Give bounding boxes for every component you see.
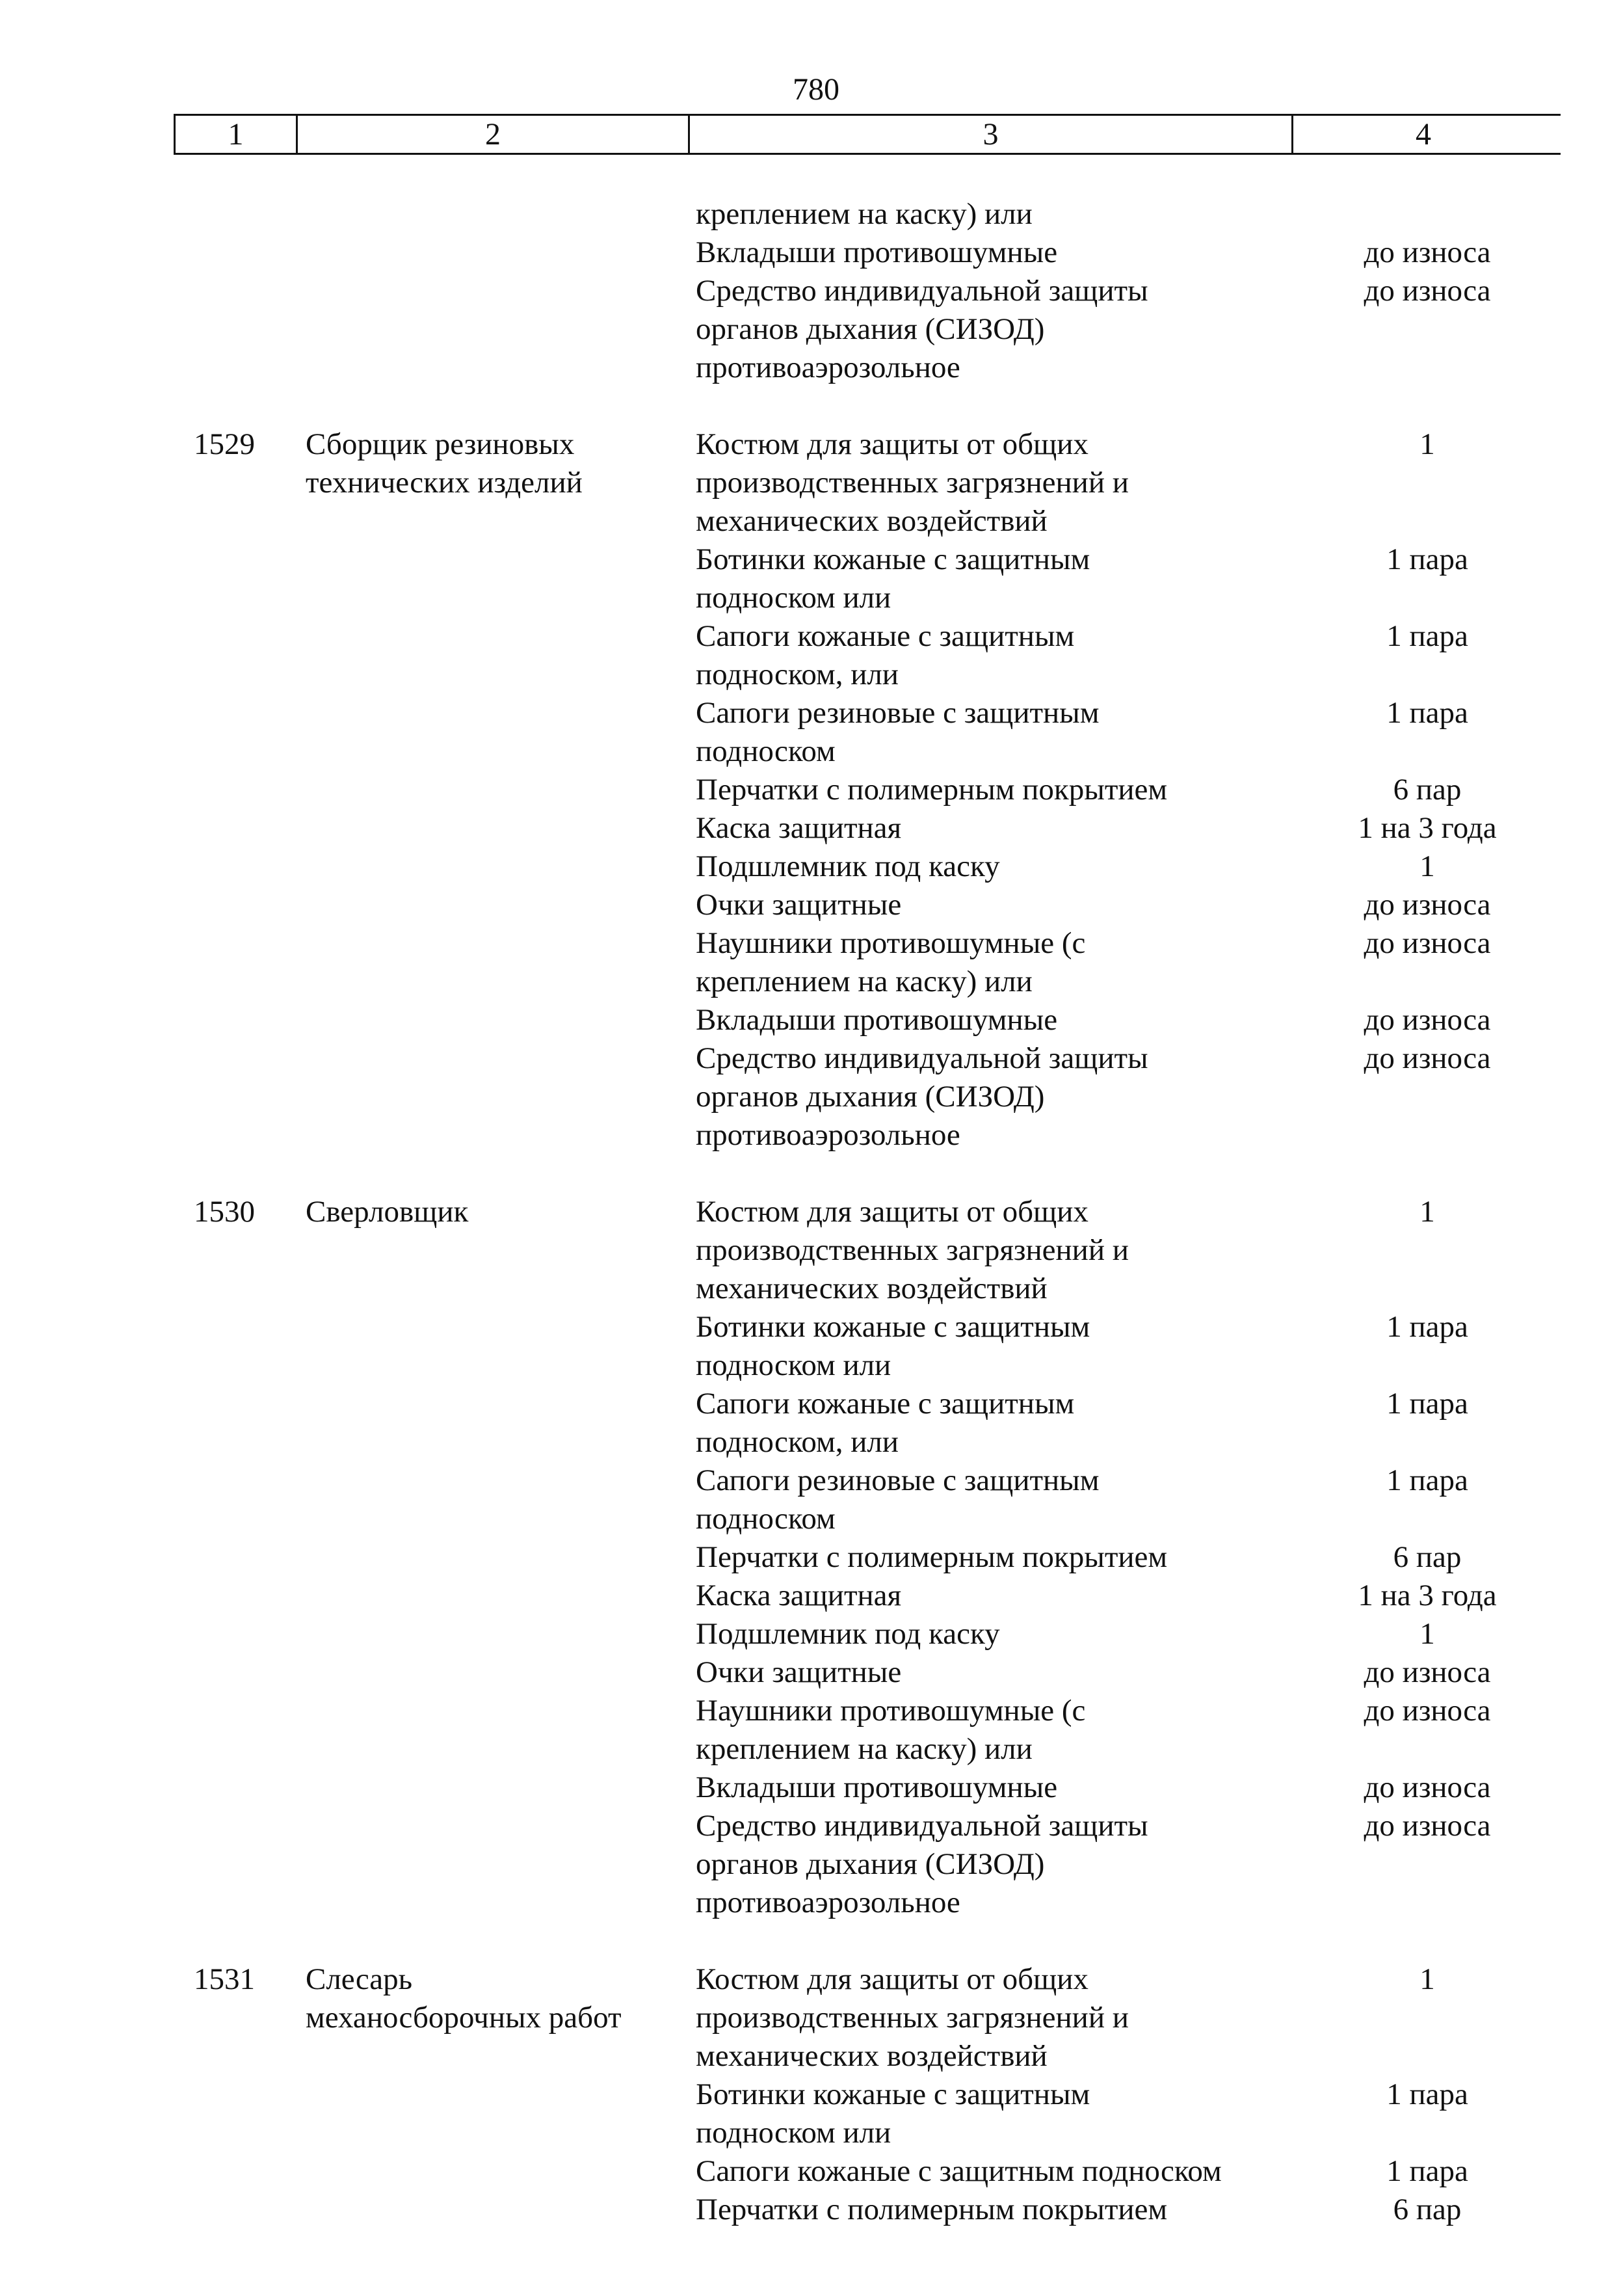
item-name: Костюм для защиты от общих производственных загрязнений и механических воздействий: [696, 1962, 1129, 2073]
item-quantity: до износа: [1364, 1770, 1491, 1804]
item-quantity: 1 пара: [1386, 2154, 1468, 2188]
page-number: 780: [793, 72, 839, 107]
item-quantity: до износа: [1364, 1003, 1491, 1037]
item-quantity: 1 пара: [1386, 1463, 1468, 1497]
profession-name: Сборщик резиновых технических изделий: [306, 427, 583, 500]
profession-name: Сверловщик: [306, 1195, 469, 1229]
item-quantity: до износа: [1364, 1694, 1491, 1728]
item-quantity: 1 на 3 года: [1358, 1579, 1497, 1612]
item-name: Сапоги резиновые с защитным подноском: [696, 696, 1100, 768]
item-name: Каска защитная: [696, 1579, 902, 1612]
item-name: Ботинки кожаные с защитным подноском или: [696, 2077, 1090, 2150]
item-quantity: 1 пара: [1386, 619, 1468, 653]
item-quantity: 1 пара: [1386, 1310, 1468, 1344]
header-col-4: 4: [1416, 117, 1431, 152]
item-quantity: до износа: [1364, 1655, 1491, 1689]
item-name: Каска защитная: [696, 811, 902, 845]
item-quantity: до износа: [1364, 235, 1491, 269]
item-name: Подшлемник под каску: [696, 1617, 1000, 1651]
item-quantity: 1 на 3 года: [1358, 811, 1497, 845]
table-header: [176, 114, 1561, 155]
item-name: Перчатки с полимерным покрытием: [696, 773, 1168, 807]
item-name: Перчатки с полимерным покрытием: [696, 1540, 1168, 1574]
item-name: Наушники противошумные (с креплением на каску) или: [696, 1694, 1086, 1766]
item-quantity: 6 пар: [1393, 1540, 1462, 1574]
item-name: Очки защитные: [696, 888, 902, 922]
item-name: Средство индивидуальной защиты органов дыхания (СИЗОД) противоаэрозольное: [696, 274, 1148, 384]
item-name: Сапоги кожаные с защитным подноском: [696, 2154, 1222, 2188]
row-number: 1531: [194, 1962, 255, 1996]
header-col-1: 1: [228, 117, 244, 152]
item-name: Сапоги кожаные с защитным подноском, или: [696, 1387, 1075, 1459]
row-number: 1529: [194, 427, 255, 461]
item-name: Вкладыши противошумные: [696, 235, 1058, 269]
item-quantity: 1 пара: [1386, 542, 1468, 576]
item-quantity: 1: [1419, 427, 1435, 461]
item-quantity: 1 пара: [1386, 2077, 1468, 2111]
item-quantity: 6 пар: [1393, 2193, 1462, 2226]
item-name: Костюм для защиты от общих производственных загрязнений и механических воздействий: [696, 1195, 1129, 1305]
item-name: Очки защитные: [696, 1655, 902, 1689]
row-number: 1530: [194, 1195, 255, 1229]
item-quantity: до износа: [1364, 888, 1491, 922]
item-name: Наушники противошумные (с креплением на каску) или: [696, 926, 1086, 998]
item-quantity: 1: [1419, 849, 1435, 883]
item-quantity: 1: [1419, 1962, 1435, 1996]
item-quantity: до износа: [1364, 1809, 1491, 1843]
item-quantity: 1: [1419, 1195, 1435, 1229]
item-name: Подшлемник под каску: [696, 849, 1000, 883]
item-quantity: до износа: [1364, 926, 1491, 960]
item-name: креплением на каску) или: [696, 197, 1033, 231]
item-name: Ботинки кожаные с защитным подноском или: [696, 542, 1090, 615]
item-name: Средство индивидуальной защиты органов дыхания (СИЗОД) противоаэрозольное: [696, 1041, 1148, 1152]
item-quantity: 1 пара: [1386, 1387, 1468, 1421]
profession-name: Слесарь механосборочных работ: [306, 1962, 622, 2035]
item-name: Ботинки кожаные с защитным подноском или: [696, 1310, 1090, 1382]
item-name: Перчатки с полимерным покрытием: [696, 2193, 1168, 2226]
item-name: Костюм для защиты от общих производственных загрязнений и механических воздействий: [696, 427, 1129, 538]
header-col-2: 2: [485, 117, 501, 152]
item-quantity: 6 пар: [1393, 773, 1462, 807]
item-quantity: до износа: [1364, 1041, 1491, 1075]
item-name: Сапоги кожаные с защитным подноском, или: [696, 619, 1075, 691]
header-col-3: 3: [983, 117, 999, 152]
item-quantity: 1: [1419, 1617, 1435, 1651]
item-name: Вкладыши противошумные: [696, 1003, 1058, 1037]
item-name: Вкладыши противошумные: [696, 1770, 1058, 1804]
item-name: Сапоги резиновые с защитным подноском: [696, 1463, 1100, 1536]
item-quantity: до износа: [1364, 274, 1491, 308]
item-name: Средство индивидуальной защиты органов дыхания (СИЗОД) противоаэрозольное: [696, 1809, 1148, 1919]
item-quantity: 1 пара: [1386, 696, 1468, 730]
